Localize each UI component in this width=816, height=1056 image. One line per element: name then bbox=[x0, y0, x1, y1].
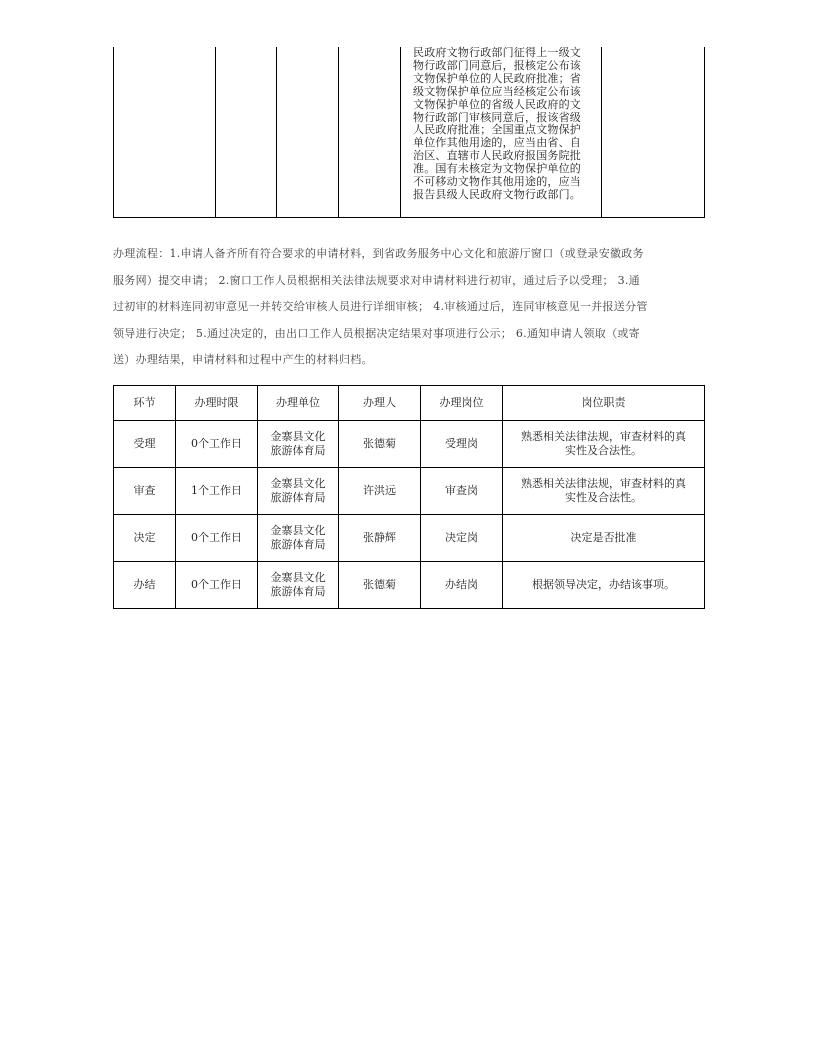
note-line: 单位作其他用途的，应当由省、自 bbox=[413, 136, 581, 150]
table-row bbox=[114, 562, 705, 609]
duty-line: 熟悉相关法律法规，审查材料的真 bbox=[521, 430, 686, 443]
duty-line: 根据领导决定，办结该事项。 bbox=[532, 578, 675, 591]
person-cell: 张德菊 bbox=[339, 421, 421, 468]
header-person: 办理人 bbox=[339, 386, 421, 421]
duty-line: 决定是否批准 bbox=[570, 531, 637, 544]
note-line: 准。国有未核定为文物保护单位的 bbox=[413, 162, 581, 176]
note-line: 治区、直辖市人民政府报国务院批 bbox=[413, 149, 581, 163]
unit-line: 旅游体育局 bbox=[270, 538, 326, 551]
process-line: 领导进行决定； 5.通过决定的，由出口工作人员根据决定结果对事项进行公示； 6.通知申请人领取（或寄 bbox=[113, 326, 640, 340]
header-post: 办理岗位 bbox=[421, 386, 503, 421]
time-cell: 0个工作日 bbox=[176, 421, 258, 468]
duty-cell bbox=[503, 562, 705, 609]
process-steps-table bbox=[113, 385, 705, 609]
note-line: 不可移动文物作其他用途的，应当 bbox=[413, 175, 581, 189]
unit-cell bbox=[258, 515, 339, 562]
empty-cell bbox=[114, 47, 216, 218]
process-line: 办理流程：1.申请人备齐所有符合要求的申请材料，到省政务服务中心文化和旅游厅窗口（或登录安徽政务 bbox=[113, 247, 644, 260]
regulation-note-cell bbox=[401, 47, 602, 218]
time-cell: 0个工作日 bbox=[176, 515, 258, 562]
header-time-limit: 办理时限 bbox=[176, 386, 258, 421]
process-line: 过初审的材料连同初审意见一并转交给审核人员进行详细审核； 4.审核通过后，连同审核意见一并报送分管 bbox=[113, 300, 648, 313]
post-cell: 办结岗 bbox=[421, 562, 503, 609]
header-duty: 岗位职责 bbox=[503, 386, 705, 421]
table-row bbox=[114, 47, 705, 218]
duty-cell bbox=[503, 421, 705, 468]
note-line: 报告县级人民政府文物行政部门。 bbox=[413, 187, 581, 201]
process-line: 送）办理结果，申请材料和过程中产生的材料归档。 bbox=[113, 353, 373, 366]
note-line: 人民政府批准；全国重点文物保护 bbox=[413, 123, 581, 137]
empty-cell bbox=[216, 47, 277, 218]
stage-cell: 决定 bbox=[114, 515, 176, 562]
unit-line: 金寨县文化 bbox=[270, 477, 326, 490]
table-header-row bbox=[114, 386, 705, 421]
table-row bbox=[114, 421, 705, 468]
unit-line: 金寨县文化 bbox=[270, 571, 326, 584]
post-cell: 决定岗 bbox=[421, 515, 503, 562]
note-line: 级文物保护单位应当经核定公布该 bbox=[413, 84, 581, 98]
unit-line: 旅游体育局 bbox=[270, 444, 326, 457]
continuation-table bbox=[113, 47, 705, 218]
unit-line: 金寨县文化 bbox=[270, 524, 326, 537]
unit-cell bbox=[258, 562, 339, 609]
unit-cell bbox=[258, 421, 339, 468]
unit-line: 旅游体育局 bbox=[270, 585, 326, 598]
duty-line: 熟悉相关法律法规，审查材料的真 bbox=[521, 477, 686, 490]
note-line: 文物保护单位的省级人民政府的文 bbox=[413, 97, 581, 111]
note-line: 文物保护单位的人民政府批准；省 bbox=[413, 71, 581, 85]
empty-cell bbox=[602, 47, 705, 218]
unit-line: 旅游体育局 bbox=[270, 491, 326, 504]
header-stage: 环节 bbox=[114, 386, 176, 421]
process-description bbox=[113, 241, 705, 374]
table-row bbox=[114, 468, 705, 515]
stage-cell: 受理 bbox=[114, 421, 176, 468]
post-cell: 审查岗 bbox=[421, 468, 503, 515]
person-cell: 许洪远 bbox=[339, 468, 421, 515]
duty-cell bbox=[503, 515, 705, 562]
note-line: 物行政部门审核同意后，报该省级 bbox=[413, 110, 581, 124]
header-unit: 办理单位 bbox=[258, 386, 339, 421]
unit-cell bbox=[258, 468, 339, 515]
stage-cell: 审查 bbox=[114, 468, 176, 515]
unit-line: 金寨县文化 bbox=[270, 430, 326, 443]
person-cell: 张德菊 bbox=[339, 562, 421, 609]
process-line: 服务网）提交申请； 2.窗口工作人员根据相关法律法规要求对申请材料进行初审，通过后予以受理； 3.通 bbox=[113, 273, 640, 287]
duty-line: 实性及合法性。 bbox=[565, 491, 642, 504]
empty-cell bbox=[339, 47, 401, 218]
note-line: 民政府文物行政部门征得上一级文 bbox=[413, 46, 581, 59]
person-cell: 张静辉 bbox=[339, 515, 421, 562]
stage-cell: 办结 bbox=[114, 562, 176, 609]
empty-cell bbox=[277, 47, 339, 218]
table-row bbox=[114, 515, 705, 562]
duty-line: 实性及合法性。 bbox=[565, 444, 642, 457]
time-cell: 1个工作日 bbox=[176, 468, 258, 515]
duty-cell bbox=[503, 468, 705, 515]
note-line: 物行政部门同意后，报核定公布该 bbox=[413, 58, 581, 72]
time-cell: 0个工作日 bbox=[176, 562, 258, 609]
post-cell: 受理岗 bbox=[421, 421, 503, 468]
